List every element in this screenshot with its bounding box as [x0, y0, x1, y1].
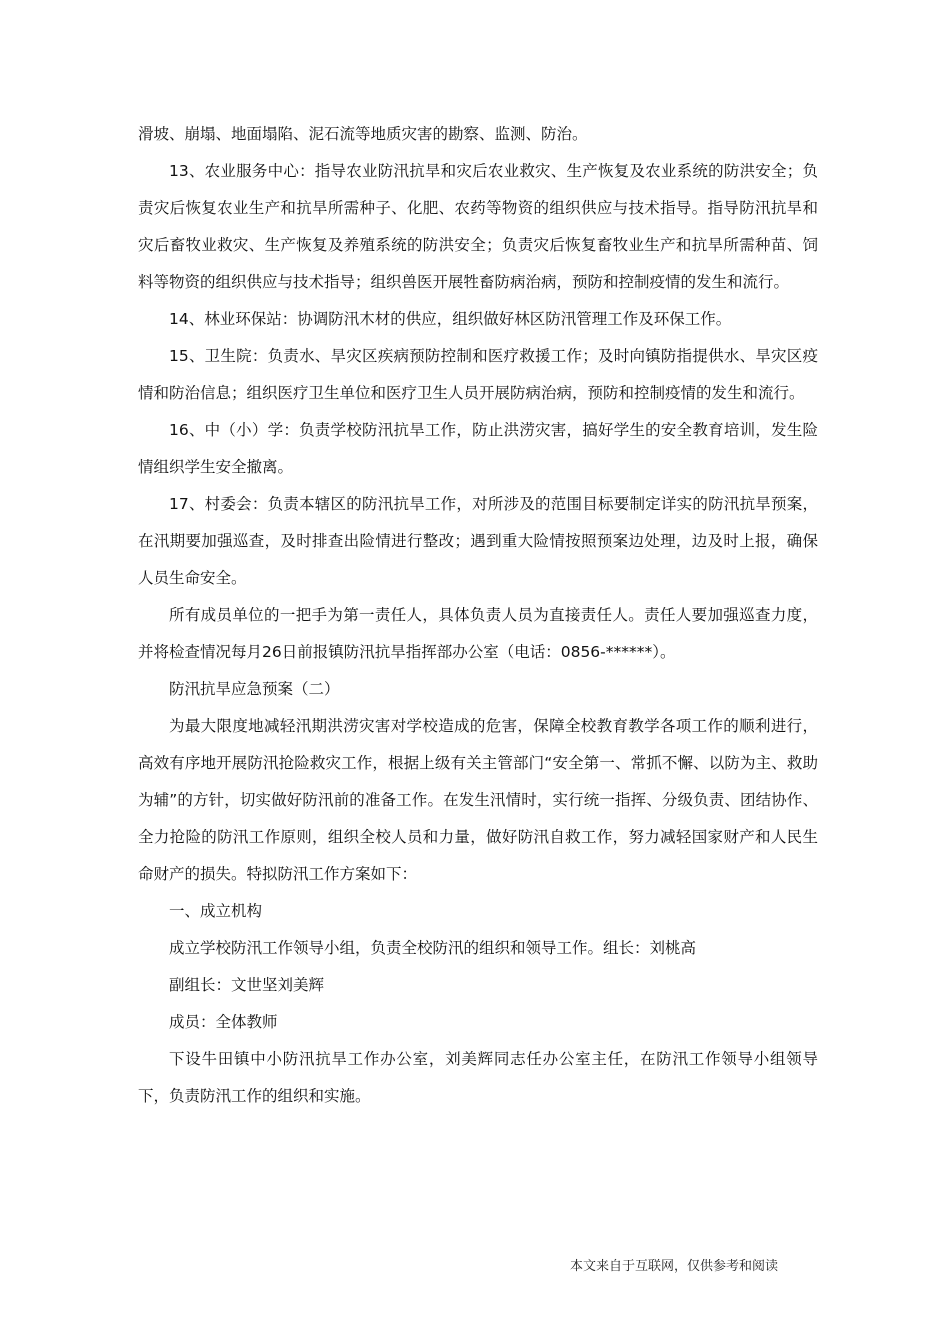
paragraph-deputy-leaders: 副组长：文世坚刘美辉	[169, 976, 325, 994]
source-disclaimer: 本文来自于互联网，仅供参考和阅读	[570, 1259, 779, 1274]
paragraph-forestry-station: 14、林业环保站：协调防汛木材的供应，组织做好林区防汛管理工作及环保工作。	[169, 310, 732, 328]
paragraph-office: 下设牛田镇中小防汛抗旱工作办公室，刘美辉同志任办公室主任，在防汛工作领导小组领导下，负责防汛工作的组织和实施。	[138, 1050, 818, 1105]
document-body	[138, 116, 818, 1115]
heading-establish-organization: 一、成立机构	[169, 902, 263, 920]
paragraph-schools: 16、中（小）学：负责学校防汛抗旱工作，防止洪涝灾害，搞好学生的安全教育培训，发生险情组织学生安全撤离。	[138, 421, 818, 476]
paragraph-agriculture-center: 13、农业服务中心：指导农业防汛抗旱和灾后农业救灾、生产恢复及农业系统的防洪安全；负责灾后恢复农业生产和抗旱所需种子、化肥、农药等物资的组织供应与技术指导。指导防汛抗旱和灾后畜牧业救灾、生产恢复及养殖系统的防洪安全；负责灾后恢复畜牧业生产和抗旱所需种苗、饲料等物资的组织供应与技术指导；组织兽医开展牲畜防病治病，预防和控制疫情的发生和流行。	[138, 162, 818, 291]
section-title-plan-two: 防汛抗旱应急预案（二）	[169, 680, 340, 698]
paragraph-plan-intro: 为最大限度地减轻汛期洪涝灾害对学校造成的危害，保障全校教育教学各项工作的顺利进行，高效有序地开展防汛抢险救灾工作，根据上级有关主管部门“安全第一、常抓不懈、以防为主、救助为辅”的方针，切实做好防汛前的准备工作。在发生汛情时，实行统一指挥、分级负责、团结协作、全力抢险的防汛工作原则，组织全校人员和力量，做好防汛自救工作，努力减轻国家财产和人民生命财产的损失。特拟防汛工作方案如下：	[138, 717, 818, 883]
paragraph-leadership-group: 成立学校防汛工作领导小组，负责全校防汛的组织和领导工作。组长：刘桃高	[169, 939, 697, 957]
paragraph-members: 成员：全体教师	[169, 1013, 278, 1031]
paragraph-responsibility: 所有成员单位的一把手为第一责任人，具体负责人员为直接责任人。责任人要加强巡查力度，并将检查情况每月26日前报镇防汛抗旱指挥部办公室（电话：0856-******）。	[138, 606, 818, 661]
paragraph-geology-continuation: 滑坡、崩塌、地面塌陷、泥石流等地质灾害的勘察、监测、防治。	[138, 125, 588, 143]
paragraph-health-center: 15、卫生院：负责水、旱灾区疾病预防控制和医疗救援工作；及时向镇防指提供水、旱灾区疫情和防治信息；组织医疗卫生单位和医疗卫生人员开展防病治病，预防和控制疫情的发生和流行。	[138, 347, 818, 402]
paragraph-village-committee: 17、村委会：负责本辖区的防汛抗旱工作，对所涉及的范围目标要制定详实的防汛抗旱预案，在汛期要加强巡查，及时排查出险情进行整改；遇到重大险情按照预案边处理，边及时上报，确保人员生命安全。	[138, 495, 818, 587]
